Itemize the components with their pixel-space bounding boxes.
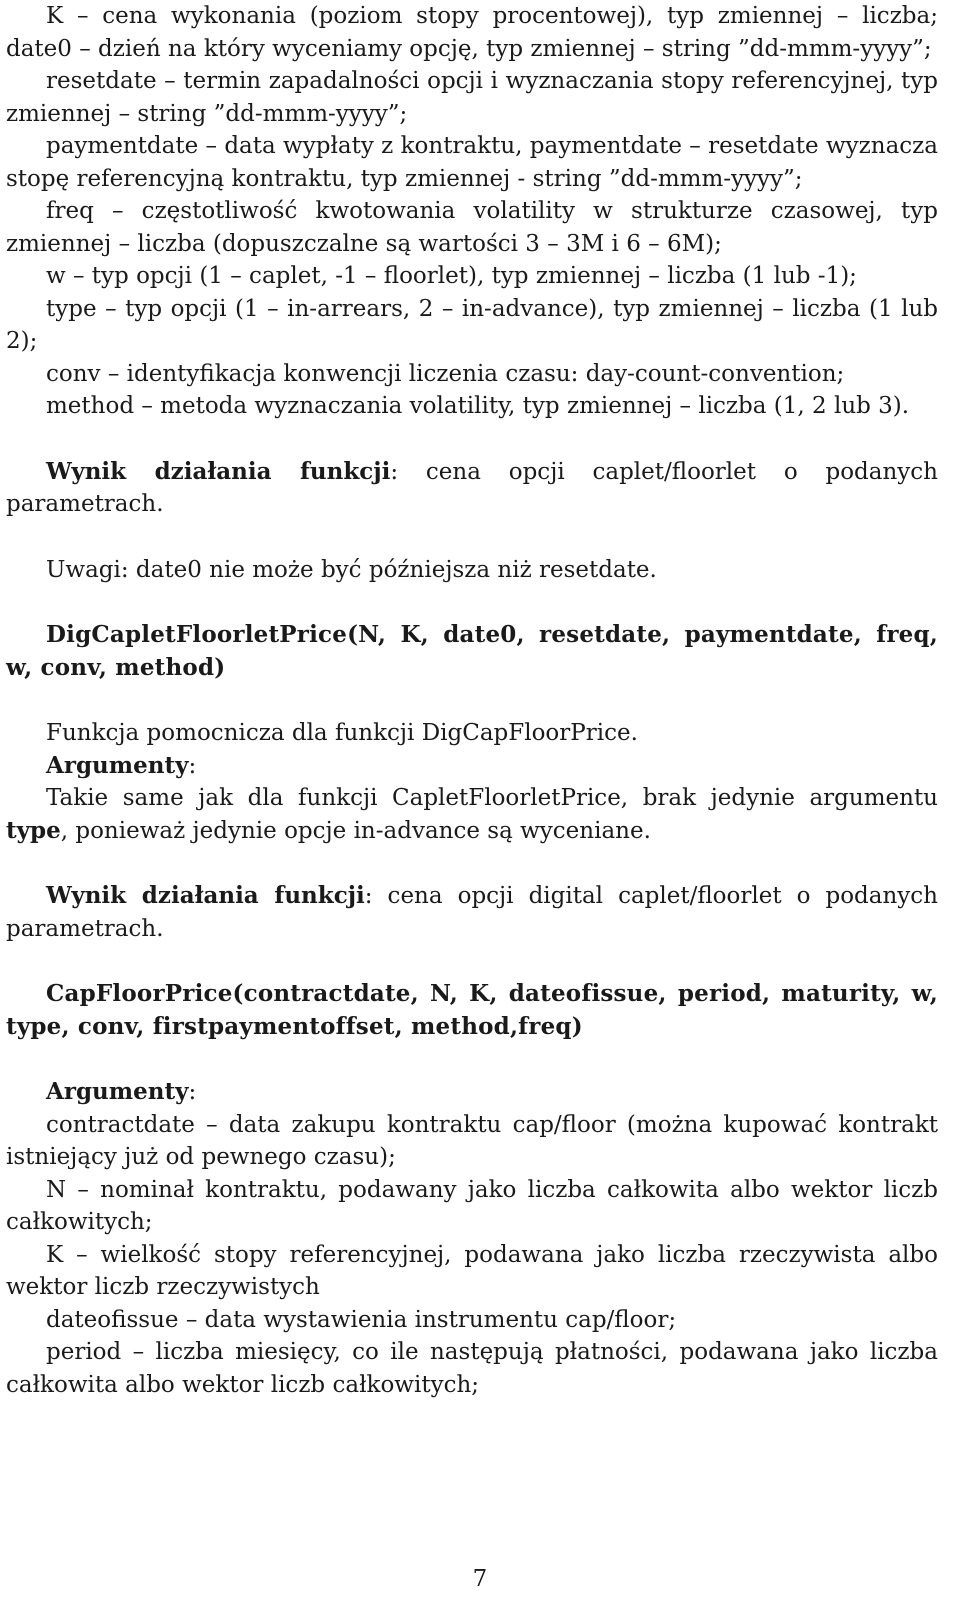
arguments-label: Argumenty xyxy=(46,751,189,779)
result-text: : cena opcji caplet/floorlet o podanych parametrach. xyxy=(6,458,938,517)
arguments-label: Argumenty xyxy=(46,1078,189,1105)
page-number: 7 xyxy=(472,1566,488,1592)
param-method: method – metoda wyznaczania volatility, typ zmiennej – liczba (1, 2 lub 3). xyxy=(46,393,910,419)
result-label: Wynik działania funkcji xyxy=(46,457,391,485)
function-heading-capfloorprice: CapFloorPrice(contractdate, N, K, dateofissue, period, maturity, w, type, conv, firstpaymentoffset, method,freq) xyxy=(6,980,938,1040)
arg-period: period – liczba miesięcy, co ile następują płatności, podawana jako liczba całkowita albo wektor liczb całkowitych; xyxy=(6,1339,938,1398)
param-paymentdate: paymentdate – data wypłaty z kontraktu, paymentdate – resetdate wyznacza stopę referencyjną kontraktu, typ zmiennej - string ”dd-mmm-yyyy”; xyxy=(6,133,938,192)
arg-n: N – nominał kontraktu, podawany jako liczba całkowita albo wektor liczb całkowitych; xyxy=(6,1176,938,1235)
arg-k: K – wielkość stopy referencyjnej, podawana jako liczba rzeczywista albo wektor liczb rzeczywistych xyxy=(6,1241,938,1300)
result-description-digital xyxy=(6,880,938,945)
arguments-text: Takie same jak dla funkcji CapletFloorletPrice, brak jedynie argumentu type, ponieważ jedynie opcje in-advance są wyceniane. xyxy=(6,785,938,844)
function-heading-digcapletfloorletprice: DigCapletFloorletPrice(N, K, date0, resetdate, paymentdate, freq, w, conv, method) xyxy=(6,621,938,681)
param-resetdate: resetdate – termin zapadalności opcji i wyznaczania stopy referencyjnej, typ zmiennej – string ”dd-mmm-yyyy”; xyxy=(6,68,938,127)
arg-dateofissue: dateofissue – data wystawienia instrumentu cap/floor; xyxy=(46,1306,677,1333)
result-description xyxy=(6,456,938,521)
param-freq: freq – częstotliwość kwotowania volatility w strukturze czasowej, typ zmiennej – liczba (dopuszczalne są wartości 3 – 3M i 6 – 6M); xyxy=(6,198,938,257)
arguments-heading: Argumenty: xyxy=(46,1078,197,1105)
param-w: w – typ opcji (1 – caplet, -1 – floorlet), typ zmiennej – liczba (1 lub -1); xyxy=(46,263,857,289)
param-k-and-date0: K – cena wykonania (poziom stopy procentowej), typ zmiennej – liczba; date0 – dzień na który wyceniamy opcję, typ zmiennej – string ”dd-mmm-yyyy”; xyxy=(6,3,938,62)
param-conv: conv – identyfikacja konwencji liczenia czasu: day-count-convention; xyxy=(46,360,845,387)
arg-contractdate: contractdate – data zakupu kontraktu cap/floor (można kupować kontrakt istniejący już od pewnego czasu); xyxy=(6,1111,938,1170)
arg-type-bold: type xyxy=(6,816,61,844)
result-label: Wynik działania funkcji xyxy=(46,882,365,909)
notes: Uwagi: date0 nie może być późniejsza niż resetdate. xyxy=(46,556,657,583)
function-description: Funkcja pomocnicza dla funkcji DigCapFloorPrice. xyxy=(46,720,638,746)
result-text: : cena opcji digital caplet/floorlet o podanych parametrach. xyxy=(6,883,938,942)
arguments-heading: Argumenty: xyxy=(46,751,197,779)
param-type: type – typ opcji (1 – in-arrears, 2 – in-advance), typ zmiennej – liczba (1 lub 2); xyxy=(6,295,938,354)
document-page xyxy=(6,0,938,1401)
